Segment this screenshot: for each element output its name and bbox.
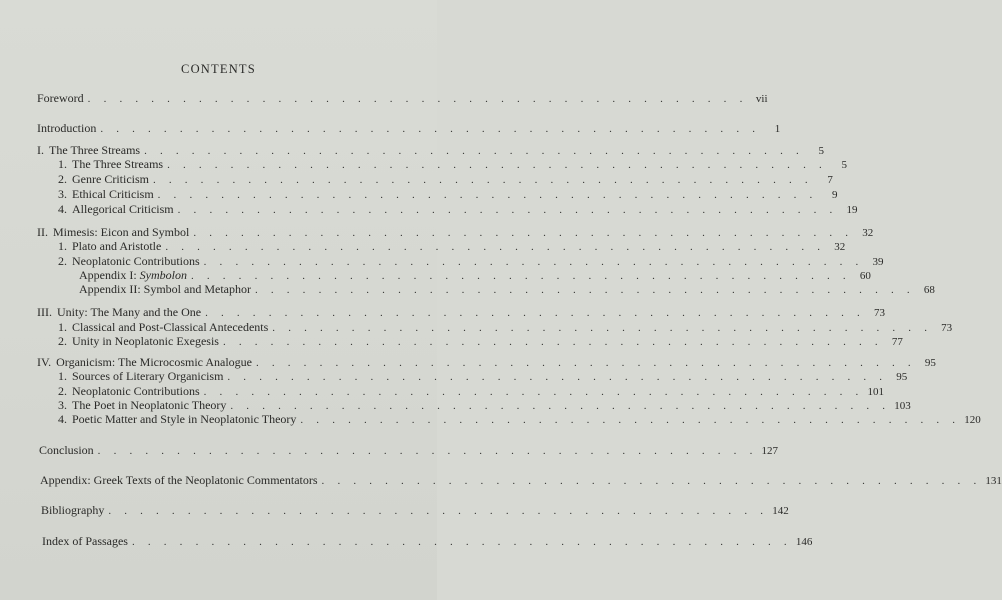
leader-dots: . . . . . . . . . . . . . . . . . . . . . . . . . . . . . . . . . . . . . . . . . . [152, 174, 813, 186]
toc-entry-index [42, 534, 813, 549]
leader-dots: . . . . . . . . . . . . . . . . . . . . . . . . . . . . . . . . . . . . . . . . . . [167, 159, 827, 171]
chapter-title: Organicism: The Microcosmic Analogue [56, 355, 252, 369]
toc-appendix-2-1 [79, 268, 871, 283]
leader-dots: . . . . . . . . . . . . . . . . . . . . . . . . . . . . . . . . . . . . . . . . . . [321, 475, 982, 487]
toc-entry-foreword [37, 91, 768, 106]
leader-dots: . . . . . . . . . . . . . . . . . . . . . . . . . . . . . . . . . . . . . . . . . . [165, 241, 826, 253]
section-title: Unity in Neoplatonic Exegesis [72, 334, 219, 348]
entry-page-number: 73 [873, 307, 885, 319]
appendix-title [79, 268, 187, 282]
entry-page-number: 146 [795, 536, 813, 548]
section-number: 2. [58, 384, 67, 398]
toc-section-4-2 [58, 384, 885, 399]
entry-page-number: 19 [846, 204, 858, 216]
entry-label: Foreword [37, 91, 84, 105]
appendix-prefix: Appendix I: [79, 268, 140, 282]
entry-page-number: 101 [867, 386, 885, 398]
toc-chapter-1 [37, 143, 824, 158]
toc-chapter-4 [37, 355, 936, 370]
entry-page-number: 77 [891, 336, 903, 348]
section-title: Plato and Aristotle [72, 239, 162, 253]
section-title: Ethical Criticism [72, 187, 154, 201]
toc-section-2-2 [58, 254, 884, 269]
leader-dots: . . . . . . . . . . . . . . . . . . . . . . . . . . . . . . . . . . . . . . . . . . [272, 322, 933, 334]
toc-appendix-2-2 [79, 282, 935, 297]
section-title: The Three Streams [72, 157, 164, 171]
contents-title: CONTENTS [181, 62, 256, 76]
leader-dots: . . . . . . . . . . . . . . . . . . . . . . . . . . . . . . . . . . . . . . . . . . [177, 204, 838, 216]
leader-dots: . . . . . . . . . . . . . . . . . . . . . . . . . . . . . . . . . . . . . . . . . . [131, 536, 792, 548]
toc-section-3-2 [58, 334, 903, 349]
section-number: 1. [58, 369, 67, 383]
toc-section-1-4 [58, 202, 858, 217]
section-number: 3. [58, 187, 67, 201]
section-number: 1. [58, 157, 67, 171]
leader-dots: . . . . . . . . . . . . . . . . . . . . . . . . . . . . . . . . . . . . . . . . . . [190, 270, 851, 282]
entry-page-number: 131 [985, 475, 1002, 487]
entry-page-number: 1 [774, 123, 781, 135]
chapter-title: Mimesis: Eicon and Symbol [53, 225, 190, 239]
section-number: 1. [58, 320, 67, 334]
entry-label: Conclusion [39, 443, 94, 457]
leader-dots: . . . . . . . . . . . . . . . . . . . . . . . . . . . . . . . . . . . . . . . . . . [100, 123, 761, 135]
chapter-title: The Three Streams [49, 143, 141, 157]
toc-section-4-3 [58, 398, 911, 413]
chapter-number: IV. [37, 355, 52, 369]
entry-page-number: 68 [923, 284, 935, 296]
toc-chapter-3 [37, 305, 885, 320]
section-number: 1. [58, 239, 67, 253]
toc-section-1-2 [58, 172, 833, 187]
leader-dots: . . . . . . . . . . . . . . . . . . . . . . . . . . . . . . . . . . . . . . . . . . [300, 414, 961, 426]
toc-entry-bibliography [41, 503, 789, 518]
chapter-number: III. [37, 305, 52, 319]
section-title: Genre Criticism [72, 172, 149, 186]
section-title: Neoplatonic Contributions [72, 254, 200, 268]
entry-label: Introduction [37, 121, 97, 135]
entry-page-number: 73 [941, 322, 953, 334]
entry-page-number: 9 [832, 189, 838, 201]
entry-page-number: 95 [924, 357, 936, 369]
section-number: 4. [58, 412, 67, 426]
leader-dots: . . . . . . . . . . . . . . . . . . . . . . . . . . . . . . . . . . . . . . . . . . [87, 93, 748, 105]
entry-page-number: 60 [859, 270, 871, 282]
leader-dots: . . . . . . . . . . . . . . . . . . . . . . . . . . . . . . . . . . . . . . . . . . [157, 189, 818, 201]
leader-dots: . . . . . . . . . . . . . . . . . . . . . . . . . . . . . . . . . . . . . . . . . . [255, 357, 916, 369]
section-title: Sources of Literary Organicism [72, 369, 224, 383]
toc-section-1-1 [58, 157, 847, 172]
section-number: 3. [58, 398, 67, 412]
leader-dots: . . . . . . . . . . . . . . . . . . . . . . . . . . . . . . . . . . . . . . . . . . [205, 307, 865, 319]
entry-page-number: vii [755, 93, 768, 105]
chapter-number: I. [37, 143, 44, 157]
section-number: 2. [58, 334, 67, 348]
section-title: Allegorical Criticism [72, 202, 174, 216]
leader-dots: . . . . . . . . . . . . . . . . . . . . . . . . . . . . . . . . . . . . . . . . . . [203, 386, 864, 398]
leader-dots: . . . . . . . . . . . . . . . . . . . . . . . . . . . . . . . . . . . . . . . . . . [203, 256, 864, 268]
entry-page-number: 127 [761, 445, 779, 457]
entry-label: Appendix: Greek Texts of the Neoplatonic Commentators [40, 473, 318, 487]
entry-page-number: 32 [862, 227, 874, 239]
chapter-title: Unity: The Many and the One [57, 305, 202, 319]
appendix-title: Appendix II: Symbol and Metaphor [79, 282, 251, 296]
entry-page-number: 120 [964, 414, 981, 426]
toc-section-3-1 [58, 320, 953, 335]
toc-entry-conclusion [39, 443, 779, 458]
toc-entry-appendix [40, 473, 1002, 488]
leader-dots: . . . . . . . . . . . . . . . . . . . . . . . . . . . . . . . . . . . . . . . . . . [254, 284, 915, 296]
entry-page-number: 7 [827, 174, 833, 186]
entry-label: Index of Passages [42, 534, 128, 548]
section-title: Neoplatonic Contributions [72, 384, 200, 398]
entry-page-number: 5 [841, 159, 847, 171]
entry-page-number: 32 [834, 241, 846, 253]
leader-dots: . . . . . . . . . . . . . . . . . . . . . . . . . . . . . . . . . . . . . . . . . . [222, 336, 883, 348]
entry-page-number: 95 [896, 371, 908, 383]
entry-page-number: 142 [772, 505, 789, 517]
leader-dots: . . . . . . . . . . . . . . . . . . . . . . . . . . . . . . . . . . . . . . . . . . [230, 400, 891, 412]
toc-section-4-1 [58, 369, 908, 384]
section-title: The Poet in Neoplatonic Theory [72, 398, 227, 412]
section-number: 4. [58, 202, 67, 216]
appendix-italic-term: Symbolon [139, 268, 187, 282]
section-number: 2. [58, 254, 67, 268]
entry-page-number: 39 [872, 256, 884, 268]
entry-label: Bibliography [41, 503, 105, 517]
section-title: Classical and Post-Classical Antecedents [72, 320, 269, 334]
leader-dots: . . . . . . . . . . . . . . . . . . . . . . . . . . . . . . . . . . . . . . . . . . [97, 445, 758, 457]
entry-page-number: 5 [818, 145, 824, 157]
entry-page-number: 103 [894, 400, 911, 412]
toc-section-2-1 [58, 239, 846, 254]
section-title: Poetic Matter and Style in Neoplatonic Theory [72, 412, 297, 426]
toc-entry-introduction [37, 121, 781, 136]
leader-dots: . . . . . . . . . . . . . . . . . . . . . . . . . . . . . . . . . . . . . . . . . . [108, 505, 769, 517]
toc-section-1-3 [58, 187, 838, 202]
toc-section-4-4 [58, 412, 981, 427]
chapter-number: II. [37, 225, 48, 239]
leader-dots: . . . . . . . . . . . . . . . . . . . . . . . . . . . . . . . . . . . . . . . . . . [227, 371, 888, 383]
leader-dots: . . . . . . . . . . . . . . . . . . . . . . . . . . . . . . . . . . . . . . . . . . [144, 145, 804, 157]
section-number: 2. [58, 172, 67, 186]
leader-dots: . . . . . . . . . . . . . . . . . . . . . . . . . . . . . . . . . . . . . . . . . . [193, 227, 854, 239]
toc-chapter-2 [37, 225, 874, 240]
